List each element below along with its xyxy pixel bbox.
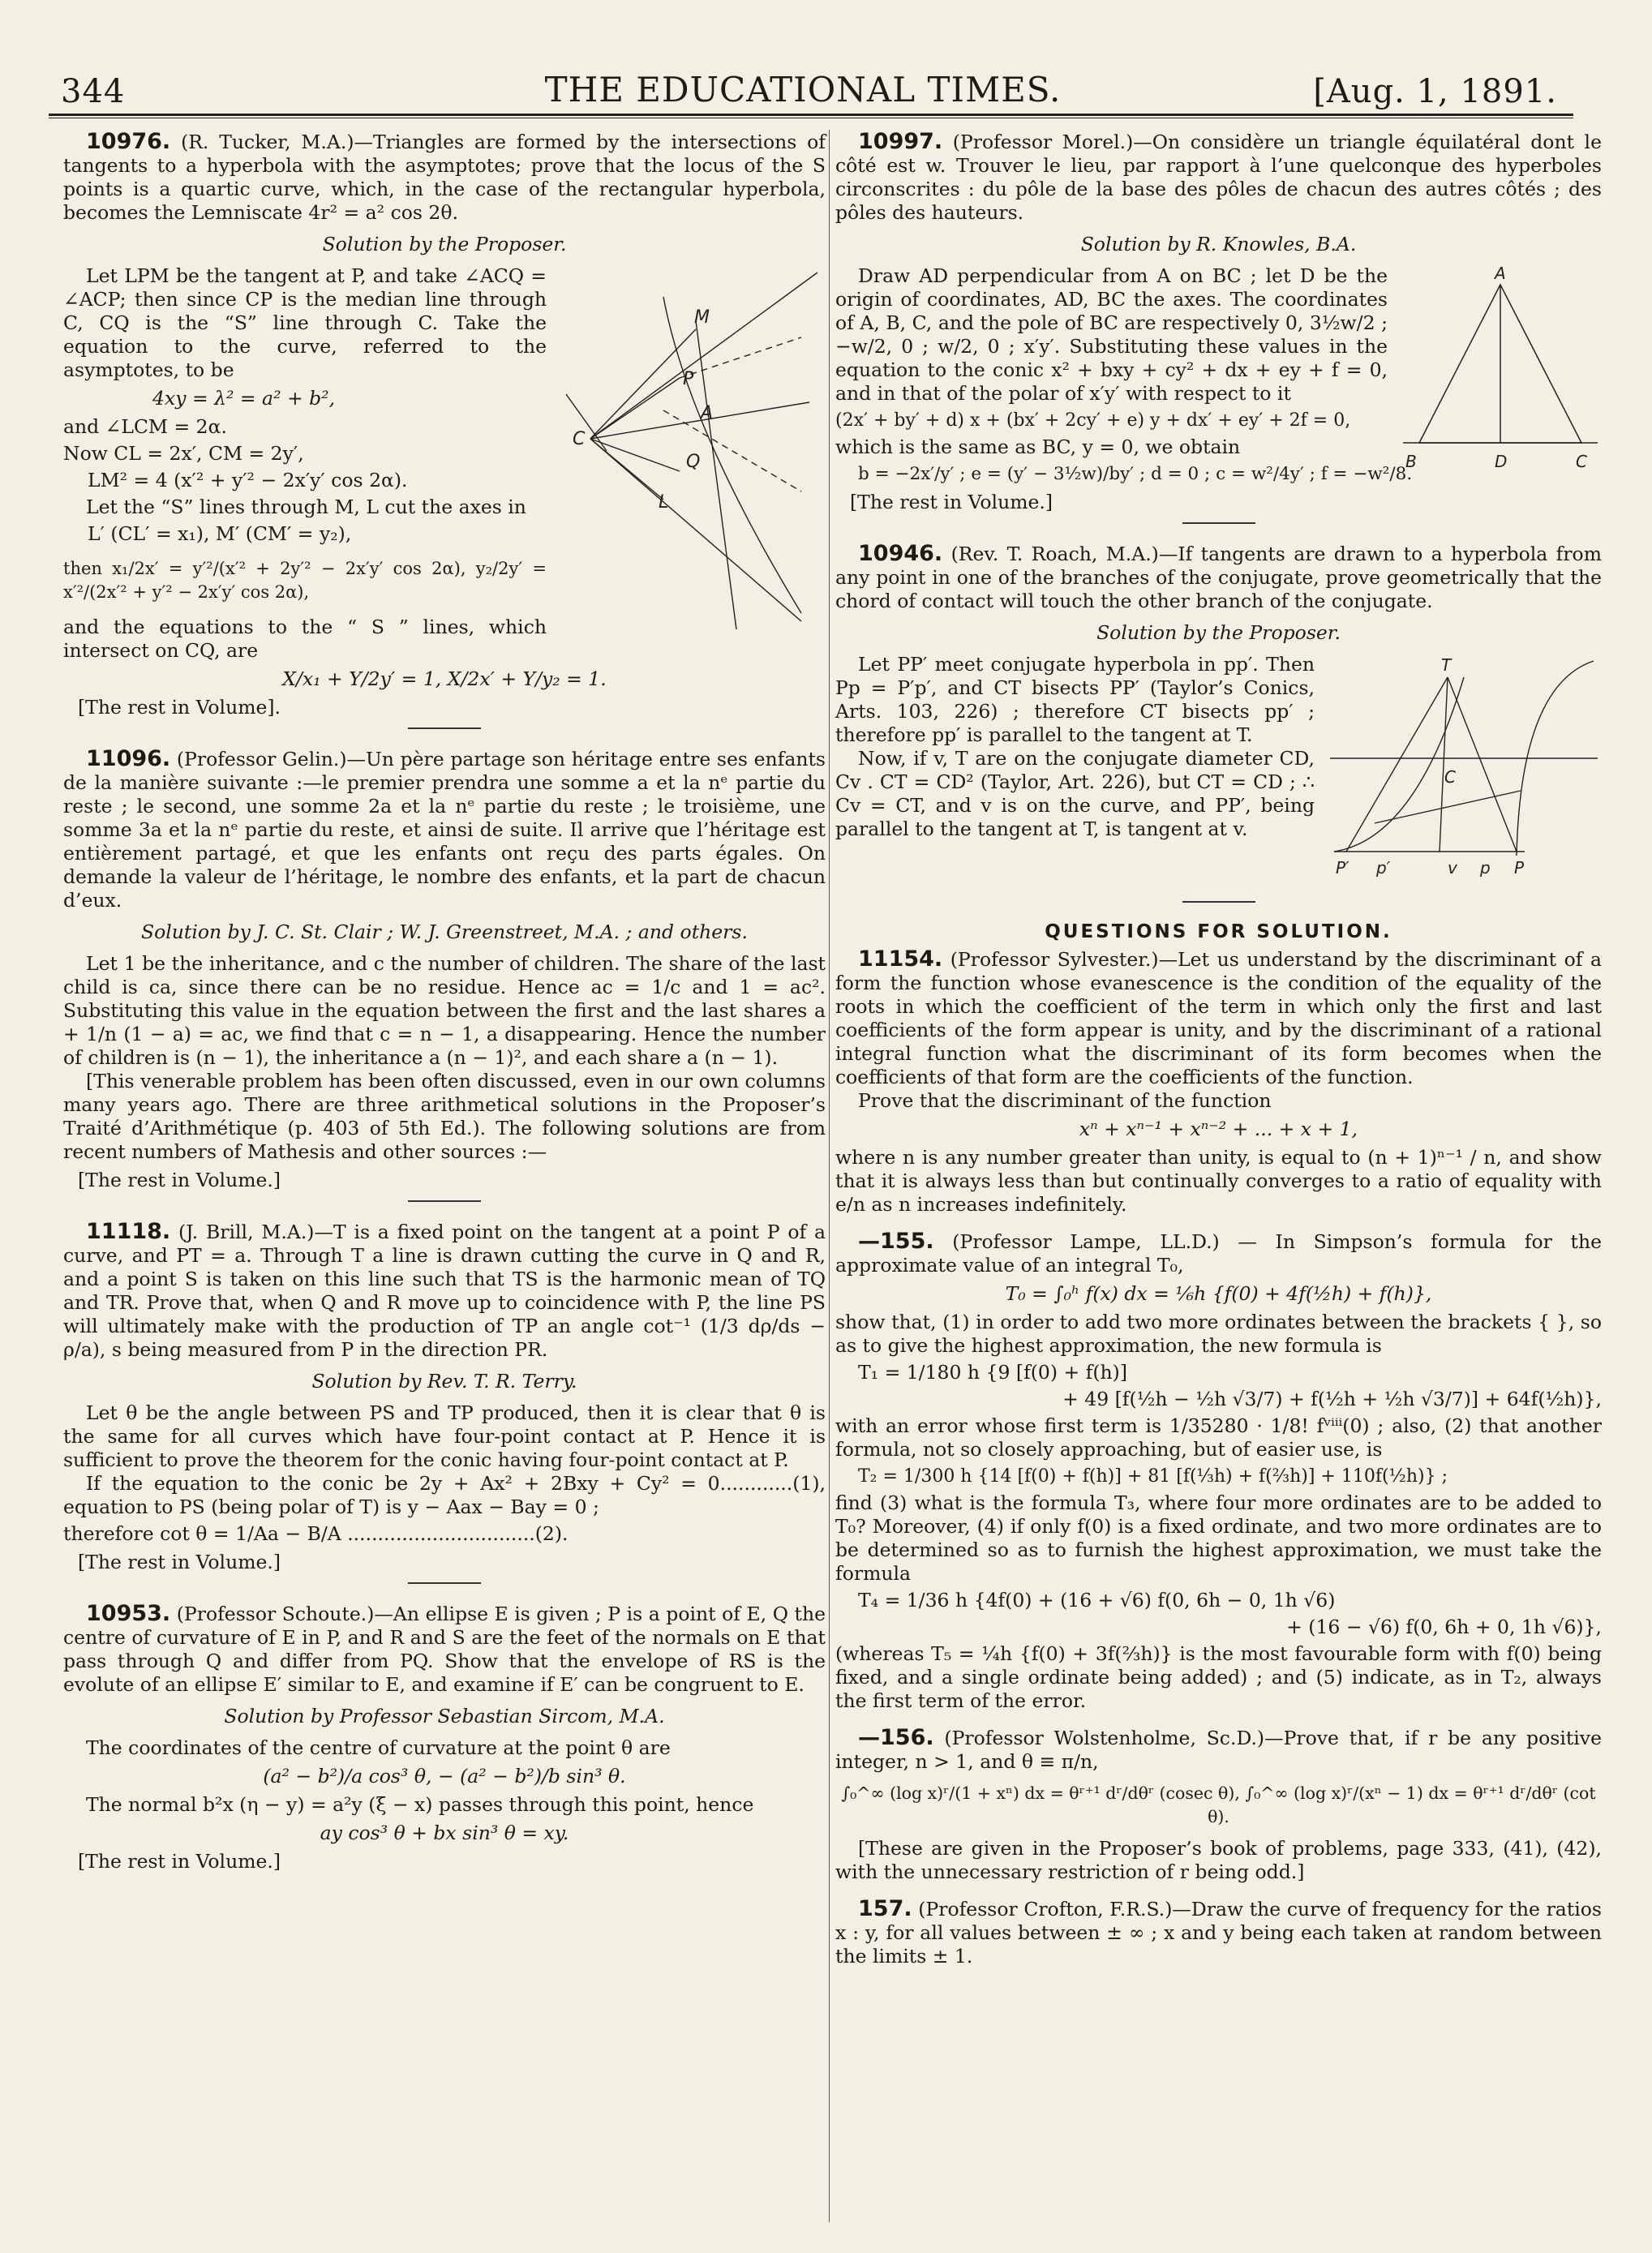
separator [1182,901,1255,903]
equation: ∫₀^∞ (log x)ʳ/(1 + xⁿ) dx = θʳ⁺¹ dʳ/dθʳ (cosec θ), ∫₀^∞ (log x)ʳ/(xⁿ − 1) dx = θʳ⁺¹ dʳ/dθʳ (cot θ). [841,1783,1596,1826]
label-m: M [694,307,710,328]
paragraph: The coordinates of the centre of curvature at the point θ are [86,1736,671,1759]
equation: T₂ = 1/300 h {14 [f(0) + f(h)] + 81 [f(⅓h) + f(⅔h)] + 110f(½h)} ; [858,1466,1448,1487]
paragraph: If the equation to the conic be 2y + Ax² + 2Bxy + Cy² = 0............(1), equation to PS (being polar of T) is y − Aax − Bay = 0 ; [63,1472,826,1518]
label-p-lower: p [1480,858,1491,878]
header-rule [49,114,1573,116]
equation: xⁿ + xⁿ⁻¹ + xⁿ⁻² + ... + x + 1, [1079,1118,1358,1140]
journal-title: THE EDUCATIONAL TIMES. [544,70,1062,109]
question-text: (Rev. T. Roach, M.A.)—If tangents are drawn to a hyperbola from any point in one of the branches of the conjugate, prove geometrically that the chord of contact will touch the other branch of the conjugate. [835,543,1602,612]
paragraph: [This venerable problem has been often discussed, even in our own columns many years ago. There are three arithmetical solutions in the Proposer’s Traité d’Arithmétique (p. 403 of 5th Ed.). The following solutions are from recent numbers of Mathesis and other sources :— [63,1070,826,1163]
equation: 4xy = λ² = a² + b², [152,387,336,410]
triangle-figure [1399,264,1602,483]
label-a: A [1495,264,1506,283]
label-c: C [1444,767,1456,787]
line-cm [590,329,696,439]
equation: ay cos³ θ + bx sin³ θ = xy. [320,1822,569,1844]
diameter-ct [1440,677,1448,852]
question-number: 10976. [86,129,171,154]
equation: Now CL = 2x′, CM = 2y′, [63,442,304,465]
question-text: (J. Brill, M.A.)—T is a fixed point on the tangent at a point P of a curve, and PT = a. Through T a line is drawn cutting the curve in Q and R, and a point S is taken on this line such that TS is the harmonic mean of TQ and TR. Prove that, when Q and R move up to coincidence with P, the line PS will ultimately make with the production of TP an angle cot⁻¹ (1/3 dρ/ds − ρ/a), s being measured from P in the direction PR. [63,1221,826,1361]
label-c: C [573,429,586,449]
section-heading: QUESTIONS FOR SOLUTION. [1045,921,1392,942]
equation: then x₁/2x′ = y′²/(x′² + 2y′² − 2x′y′ cos 2α), y₂/2y′ = x′²/(2x′² + y′² − 2x′y′ cos 2α), [63,559,547,602]
label-p: P [683,369,694,389]
question-11154 [835,947,1602,1217]
question-11118 [63,1220,826,1574]
paragraph: The normal b²x (η − y) = a²y (ξ − x) passes through this point, hence [86,1793,754,1816]
solution-heading: Solution by Rev. T. R. Terry. [311,1370,577,1393]
label-p-prime-lower: p′ [1376,858,1391,878]
tangent-line-lpm [696,321,736,629]
question-10997 [835,130,1602,514]
tangent-tp-prime [1448,677,1517,852]
tangent-asymptote-diagram [558,264,826,654]
question-number: 11096. [86,746,171,771]
solution-heading: Solution by J. C. St. Clair ; W. J. Greenstreet, M.A. ; and others. [141,921,748,943]
question-number: 11118. [86,1219,171,1244]
equation: (a² − b²)/a cos³ θ, − (a² − b²)/b sin³ θ. [263,1765,626,1787]
question-text: (Professor Morel.)—On considère un triangle équilatéral dont le côté est w. Trouver le lieu, par rapport à l’une quelconque des hyperboles circonscrites : du pôle de la base des pôles de chacun des autres côtés ; des pôles des hauteurs. [835,131,1602,224]
label-l: L [659,492,669,513]
question-text: (Professor Lampe, LL.D.) — In Simpson’s formula for the approximate value of an integral T₀, [835,1230,1602,1277]
right-column [835,130,1602,1968]
solution-heading: Solution by the Proposer. [1096,621,1341,644]
separator [408,727,481,729]
paragraph: Prove that the discriminant of the function [858,1089,1272,1112]
question-10953 [63,1602,826,1873]
separator [1182,522,1255,524]
label-c: C [1576,452,1587,471]
label-b: B [1405,452,1417,471]
paragraph: Let the “S” lines through M, L cut the axes in [86,496,526,518]
paragraph: Now, if v, T are on the conjugate diameter CD, Cv . CT = CD² (Taylor, Art. 226), but CT = CD ; ∴ Cv = CT, and v is on the curve, and PP′, being parallel to the tangent at T, is tangent at v. [835,747,1315,840]
equation: X/x₁ + Y/2y′ = 1, X/2x′ + Y/y₂ = 1. [282,667,607,690]
paragraph: Let LPM be the tangent at P, and take ∠ACQ = ∠ACP; then since CP is the median line through C, CQ is the “S” line through C. Take the equation to the curve, referred to the asymptotes, to be [63,264,547,381]
rest-in-volume: [The rest in Volume.] [850,491,1053,513]
question-text: (Professor Schoute.)—An ellipse E is given ; P is a point of E, Q the centre of curvature of E in P, and R and S are the feet of the normals on E that pass through Q and differ from PQ. Show that the envelope of RS is the evolute of an ellipse E′ similar to E, and examine if E′ can be congruent to E. [63,1603,826,1696]
paragraph: with an error whose first term is 1/35280 · 1/8! fᵛⁱⁱⁱ(0) ; also, (2) that another formula, not so closely approaching, but of easier use, is [835,1414,1602,1461]
page-header [32,65,1573,114]
question-number: 10946. [858,541,943,566]
paragraph: [These are given in the Proposer’s book of problems, page 333, (41), (42), with the unnecessary restriction of r being odd.] [835,1837,1602,1883]
equilateral-triangle-diagram [1399,264,1602,483]
equation: LM² = 4 (x′² + y′² − 2x′y′ cos 2α). [88,469,408,491]
question-number: 157. [858,1896,912,1921]
equation: T₄ = 1/36 h {4f(0) + (16 + √6) f(0, 6h − 0, 1h √6) [858,1589,1336,1611]
paragraph: find (3) what is the formula T₃, where four more ordinates are to be added to T₀? Moreover, (4) if only f(0) is a fixed ordinate, and two more ordinates are to be determined so as to furnish the highest approximation, we must take the formula [835,1491,1602,1585]
question-number: 10997. [858,129,943,154]
tangent-tp [1346,677,1448,852]
label-p-prime-upper: P′ [1336,858,1349,878]
left-column [63,130,826,1873]
tangent-asymptote-figure [558,264,826,654]
equation: + 49 [f(½h − ½h √3/7) + f(½h + ½h √3/7)] + 64f(½h)}, [1062,1388,1602,1410]
rest-in-volume: [The rest in Volume.] [78,1169,281,1191]
solution-heading: Solution by the Proposer. [322,233,567,255]
label-d: D [1495,452,1508,471]
paragraph: where n is any number greater than unity, is equal to (n + 1)ⁿ⁻¹ / n, and show that it is always less than but continually converges to a ratio of equality with e/n as n increases indefinitely. [835,1146,1602,1216]
question-text: (Professor Crofton, F.R.S.)—Draw the curve of frequency for the ratios x : y, for all values between ± ∞ ; x and y being each taken at random between the limits ± 1. [835,1898,1602,1968]
page-number: 344 [61,73,126,110]
separator [408,1200,481,1202]
question-text: (Professor Sylvester.)—Let us understand by the discriminant of a form the function whose evanescence is the condition of the equality of the roots in which the coefficient of the term in which only the first and last coefficients of the form appear is unity, and by the discriminant of a rational integral function what the discriminant of its form becomes when the coefficients of that form are the coefficients of the function. [835,948,1602,1088]
question-10976 [63,130,826,719]
question-11096 [63,747,826,1192]
equation: T₀ = ∫₀ʰ f(x) dx = ⅙h {f(0) + 4f(½h) + f(h)}, [1005,1282,1432,1305]
label-p-upper: P [1514,858,1525,878]
equation: and ∠LCM = 2α. [63,415,227,438]
paragraph: show that, (1) in order to add two more ordinates between the brackets { }, so as to give the highest approximation, the new formula is [835,1311,1602,1357]
paragraph: (whereas T₅ = ¼h {f(0) + 3f(⅔h)} is the most favourable form with f(0) being fixed, and a single ordinate being added) ; and (5) indicate, as in T₂, always the first term of the error. [835,1642,1602,1712]
conjugate-hyperbola-diagram [1326,653,1602,888]
conjugate-branch-left [1334,677,1464,852]
question-155 [835,1229,1602,1713]
line-cl [590,439,663,500]
s-line-dashed-2 [663,410,801,491]
equation: T₁ = 1/180 h {9 [f(0) + f(h)] [858,1361,1128,1384]
question-number: 11154. [858,946,943,972]
label-q: Q [686,452,701,472]
question-text: (Professor Wolstenholme, Sc.D.)—Prove that, if r be any positive integer, n > 1, and θ ≡ π/n, [835,1727,1602,1773]
line-cp [590,378,680,439]
label-a: A [701,403,714,423]
paragraph: and the equations to the “ S ” lines, which intersect on CQ, are [63,616,547,662]
question-10946 [835,541,1602,878]
paragraph: which is the same as BC, y = 0, we obtain [835,436,1241,458]
label-t: T [1441,655,1452,675]
rest-in-volume: [The rest in Volume]. [78,696,281,719]
question-156 [835,1726,1602,1884]
equation: (2x′ + by′ + d) x + (bx′ + 2cy′ + e) y + dx′ + ey′ + 2f = 0, [835,410,1351,431]
paragraph: Draw AD perpendicular from A on BC ; let D be the origin of coordinates, AD, BC the axes. The coordinates of A, B, C, and the pole of BC are respectively 0, 3½w/2 ; −w/2, 0 ; w/2, 0 ; x′y′. Substituting these values in the equation to the conic x² + bxy + cy² + dx + ey + f = 0, and in that of the polar of x′y′ with respect to it [835,264,1388,405]
issue-date: [Aug. 1, 1891. [1313,73,1557,110]
solution-heading: Solution by Professor Sebastian Sircom, M.A. [224,1705,665,1727]
question-157 [835,1897,1602,1968]
question-number: 10953. [86,1601,171,1626]
question-number: —156. [858,1725,934,1750]
question-number: —155. [858,1229,934,1254]
paragraph: Let PP′ meet conjugate hyperbola in pp′. Then Pp = P′p′, and CT bisects PP′ (Taylor’s Conics, Arts. 103, 226) ; therefore CT bisects pp′ ; therefore pp′ is parallel to the tangent at T. [835,653,1315,746]
paragraph: Let θ be the angle between PS and TP produced, then it is clear that θ is the same for all curves which have four-point contact at P. Hence it is sufficient to prove the theorem for the conic having four-point contact at P. [63,1401,826,1471]
label-v: v [1448,858,1457,878]
equation: b = −2x′/y′ ; e = (y′ − 3½w)/by′ ; d = 0 ; c = w²/4y′ ; f = −w²/8. [858,464,1413,484]
question-text: (R. Tucker, M.A.)—Triangles are formed by the intersections of tangents to a hyperbola with the asymptotes; prove that the locus of the S points is a quartic curve, which, in the case of the rectangular hyperbola, becomes the Lemniscate 4r² = a² cos 2θ. [63,131,826,224]
line-cq [590,439,680,471]
paragraph: Let 1 be the inheritance, and c the number of children. The share of the last child is ca, since there can be no residue. Hence ac = 1/c and 1 = ac². Substituting this value in the equation between the first and the last shares a + 1/n (1 − a) = ac, we find that c = n − 1, a disappearing. Hence the number of children is (n − 1), the inheritance a (n − 1)², and each share a (n − 1). [63,952,826,1069]
rest-in-volume: [The rest in Volume.] [78,1850,281,1873]
equation: therefore cot θ = 1/Aa − B/A ...............................(2). [63,1522,569,1545]
solution-heading: Solution by R. Knowles, B.A. [1080,233,1357,255]
line-ca [590,402,809,439]
separator [408,1582,481,1584]
rest-in-volume: [The rest in Volume.] [78,1551,281,1573]
column-divider [829,130,830,2222]
question-text: (Professor Gelin.)—Un père partage son héritage entre ses enfants de la manière suivante :—le premier prendra une somme a et la nᵉ partie du reste ; le second, une somme 2a et la nᵉ partie du reste ; le troisième, une somme 3a et la nᵉ partie du reste, et ainsi de suite. Il arrive que l’héritage est entièrement partagé, et que les enfants ont reçu des parts égales. On demande la valeur de l’héritage, le nombre des enfants, et la part de chacun d’eux. [63,748,826,912]
s-line-dashed-1 [680,337,801,378]
equation: + (16 − √6) f(0, 6h + 0, 1h √6)}, [1286,1616,1602,1638]
equation: L′ (CL′ = x₁), M′ (CM′ = y₂), [88,522,352,545]
conjugate-hyperbola-figure [1326,653,1602,888]
